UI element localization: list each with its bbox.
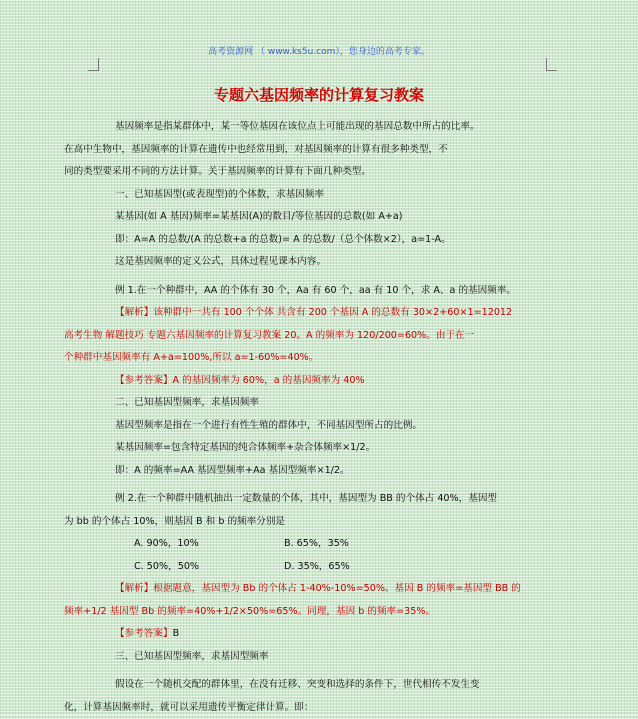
intro-line-1: 基因频率是指某群体中，某一等位基因在该位点上可能出现的基因总数中所占的比率。 (90, 116, 552, 139)
example-2-line-1: 例 2.在一个种群中随机抽出一定数量的个体，其中，基因型为 BB 的个体占 40%，基因型 (90, 488, 552, 511)
ex1-analysis-line-2: 高考生物 解题技巧 专题六基因频率的计算复习教案 20。A 的频率为 120/200=60%。由于在一 (64, 325, 552, 348)
options-row-1 (90, 533, 552, 556)
ex2-analysis-line-1: 【解析】根据题意，基因型为 Bb 的个体占 1-40%-10%=50%。基因 B 的频率=基因型 BB 的 (90, 578, 552, 601)
ex2-answer (90, 623, 552, 646)
ex1-analysis-line-3: 个种群中基因频率有 A+a=100%,所以 a=1-60%=40%。 (64, 347, 552, 370)
s2-line-1: 基因型频率是指在一个进行有性生殖的群体中，不同基因型所占的比例。 (90, 415, 552, 438)
intro-line-3: 同的类型要采用不同的方法计算。关于基因频率的计算有下面几种类型。 (64, 161, 552, 184)
s3-line-1: 假设在一个随机交配的群体里，在没有迁移、突变和选择的条件下，世代相传不发生变 (90, 674, 552, 697)
section-heading-3: 三、已知基因型频率，求基因型频率 (90, 646, 552, 669)
section-heading-1: 一、已知基因型(或表现型)的个体数，求基因频率 (90, 184, 552, 207)
crop-mark-left (88, 58, 99, 71)
ex1-analysis-line-1: 【解析】该种群中一共有 100 个个体 共含有 200 个基因 A 的总数有 30×2+60×1=12012 (90, 302, 552, 325)
section-heading-2: 二、已知基因型频率，求基因频率 (90, 392, 552, 415)
crop-mark-right (546, 58, 557, 71)
example-1: 例 1.在一个种群中，AA 的个体有 30 个，Aa 有 60 个，aa 有 10 个，求 A、a 的基因频率。 (90, 280, 552, 303)
document-title: 专题六基因频率的计算复习教案 (0, 84, 638, 105)
s3-line-2: 化，计算基因频率时，就可以采用遗传平衡定律计算。即： (64, 697, 552, 719)
s1-line-1: 某基因(如 A 基因)频率=某基因(A)的数目/等位基因的总数(如 A+a) (90, 206, 552, 229)
s2-line-3: 即：A 的频率=AA 基因型频率+Aa 基因型频率×1/2。 (90, 460, 552, 483)
option-a: A. 90%，10% (134, 533, 284, 556)
ex1-answer: 【参考答案】A 的基因频率为 60%，a 的基因频率为 40% (90, 370, 552, 393)
ex2-analysis-line-2: 频率+1/2 基因型 Bb 的频率=40%+1/2×50%=65%。同理，基因 b 的频率=35%。 (64, 601, 552, 624)
option-b: B. 65%，35% (284, 533, 434, 556)
page-header[interactable]: 高考资源网 （ www.ks5u.com），您身边的高考专家。 (0, 44, 638, 57)
ex2-answer-value: B (173, 628, 180, 639)
s1-line-3: 这是基因频率的定义公式，具体过程见课本内容。 (90, 251, 552, 274)
example-2-line-2: 为 bb 的个体占 10%，则基因 B 和 b 的频率分别是 (64, 511, 552, 534)
s2-line-2: 某基因频率=包含特定基因的纯合体频率+杂合体频率×1/2。 (90, 437, 552, 460)
document-body (90, 116, 552, 719)
options-row-2 (90, 556, 552, 579)
option-c: C. 50%，50% (134, 556, 284, 579)
option-d: D. 35%，65% (284, 556, 434, 579)
ex2-answer-label: 【参考答案】 (115, 628, 173, 639)
s1-line-2: 即：A=A 的总数/(A 的总数+a 的总数)= A 的总数/（总个体数×2），a=1-A。 (90, 229, 552, 252)
intro-line-2: 在高中生物中，基因频率的计算在遗传中也经常用到，对基因频率的计算有很多种类型，不 (64, 139, 552, 162)
